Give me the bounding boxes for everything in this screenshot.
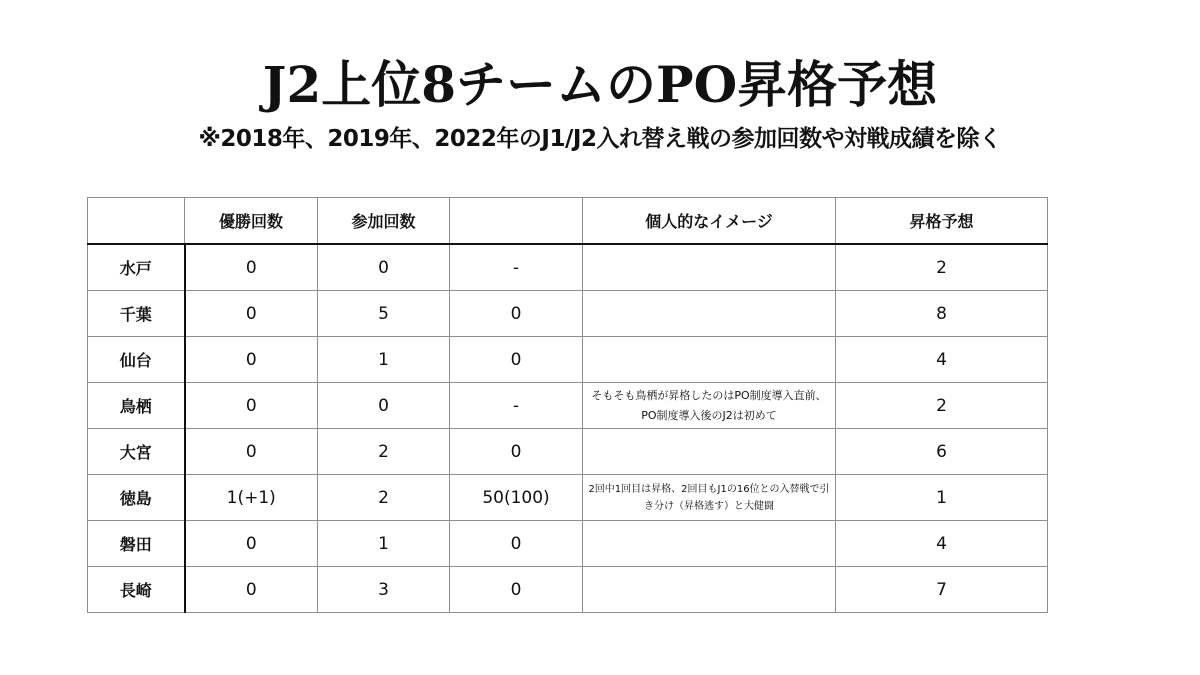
header-team <box>88 198 185 245</box>
team-name: 水戸 <box>88 244 185 291</box>
team-name: 仙台 <box>88 337 185 383</box>
wins-cell: 0 <box>185 429 318 475</box>
team-name: 鳥栖 <box>88 383 185 429</box>
appearances-cell: 3 <box>318 567 450 613</box>
impression-cell <box>583 291 836 337</box>
appearances-cell: 1 <box>318 521 450 567</box>
appearances-cell: 0 <box>318 383 450 429</box>
header-wins: 優勝回数 <box>185 198 318 245</box>
impression-cell <box>583 429 836 475</box>
prediction-cell: 2 <box>836 383 1048 429</box>
team-name: 千葉 <box>88 291 185 337</box>
wins-cell: 0 <box>185 567 318 613</box>
impression-cell <box>583 521 836 567</box>
page-subtitle: ※2018年、2019年、2022年のJ1/J2入れ替え戦の参加回数や対戦成績を除く <box>198 126 1002 152</box>
impression-cell <box>583 567 836 613</box>
wins-cell: 0 <box>185 291 318 337</box>
impression-cell <box>583 337 836 383</box>
table-row <box>88 291 1048 337</box>
prediction-cell: 8 <box>836 291 1048 337</box>
appearances-cell: 2 <box>318 429 450 475</box>
prediction-cell: 2 <box>836 244 1048 291</box>
wins-cell: 0 <box>185 244 318 291</box>
team-name: 大宮 <box>88 429 185 475</box>
rate-cell: 0 <box>450 337 583 383</box>
table-row <box>88 244 1048 291</box>
wins-cell: 1(+1) <box>185 475 318 521</box>
rate-cell: 50(100) <box>450 475 583 521</box>
team-name: 長崎 <box>88 567 185 613</box>
header-appearances: 参加回数 <box>318 198 450 245</box>
wins-cell: 0 <box>185 521 318 567</box>
appearances-cell: 5 <box>318 291 450 337</box>
table-row <box>88 567 1048 613</box>
impression-cell: 2回中1回目は昇格、2回目もJ1の16位との入替戦で引き分け（昇格逃す）と大健闘 <box>583 475 836 521</box>
impression-cell <box>583 244 836 291</box>
wins-cell: 0 <box>185 383 318 429</box>
appearances-cell: 0 <box>318 244 450 291</box>
prediction-cell: 4 <box>836 521 1048 567</box>
table-row <box>88 521 1048 567</box>
table-header-row <box>88 198 1048 245</box>
header-prediction: 昇格予想 <box>836 198 1048 245</box>
appearances-cell: 2 <box>318 475 450 521</box>
impression-cell: そもそも鳥栖が昇格したのはPO制度導入直前、PO制度導入後のJ2は初めて <box>583 383 836 429</box>
rate-cell: - <box>450 383 583 429</box>
rate-cell: 0 <box>450 521 583 567</box>
prediction-cell: 4 <box>836 337 1048 383</box>
team-name: 徳島 <box>88 475 185 521</box>
header-rate <box>450 198 583 245</box>
page-title: J2上位8チームのPO昇格予想 <box>262 55 938 114</box>
rate-cell: 0 <box>450 567 583 613</box>
table-row <box>88 475 1048 521</box>
prediction-cell: 7 <box>836 567 1048 613</box>
header-impression: 個人的なイメージ <box>583 198 836 245</box>
table-row <box>88 383 1048 429</box>
prediction-cell: 6 <box>836 429 1048 475</box>
prediction-table <box>87 197 1048 613</box>
team-name: 磐田 <box>88 521 185 567</box>
rate-cell: - <box>450 244 583 291</box>
wins-cell: 0 <box>185 337 318 383</box>
appearances-cell: 1 <box>318 337 450 383</box>
rate-cell: 0 <box>450 429 583 475</box>
table-row <box>88 429 1048 475</box>
table-row <box>88 337 1048 383</box>
prediction-cell: 1 <box>836 475 1048 521</box>
rate-cell: 0 <box>450 291 583 337</box>
